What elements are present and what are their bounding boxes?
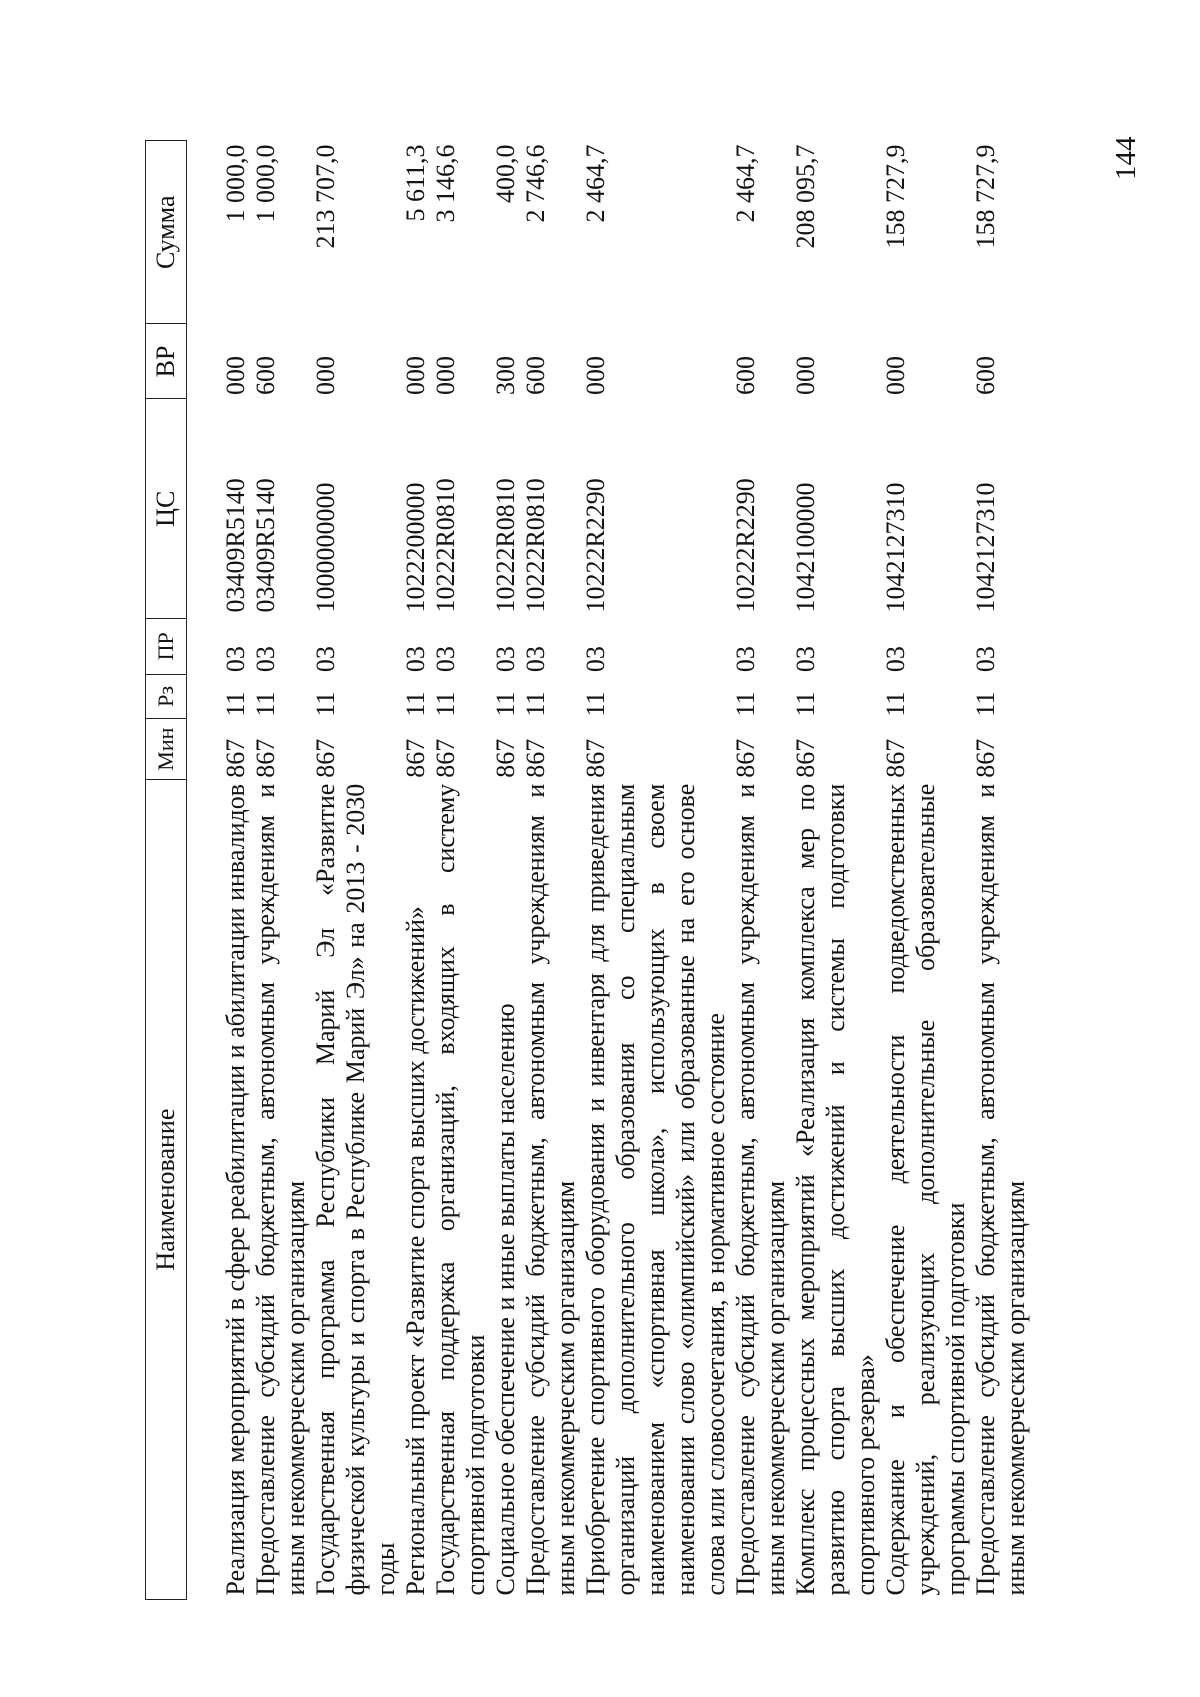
row-vr: 000 bbox=[791, 356, 820, 395]
row-pr: 03 bbox=[251, 646, 280, 673]
table-row bbox=[311, 141, 401, 1600]
header-vr: ВР bbox=[146, 324, 187, 399]
row-sum: 158 727,9 bbox=[881, 144, 910, 249]
row-min: 867 bbox=[731, 738, 760, 778]
row-sum: 213 707,0 bbox=[311, 144, 340, 249]
table-row bbox=[187, 141, 252, 1600]
row-vr: 300 bbox=[491, 356, 520, 395]
row-name: Приобретение спортивного оборудования и инвентаря для приведения организаций дополнительного образования со специальным наименованием «спортивная школа», использующих в своем наименовании слово «олимпийский» или образованные на его основе слова или словосочетания, в нормативное состояние bbox=[581, 783, 730, 1596]
header-cs: ЦС bbox=[146, 399, 187, 619]
table-row bbox=[581, 141, 731, 1600]
row-name: Предоставление субсидий бюджетным, автономным учреждениям и иным некоммерческим организациям bbox=[731, 783, 790, 1596]
row-cs: 10222R2290 bbox=[581, 478, 610, 613]
row-rz: 11 bbox=[581, 691, 610, 717]
table-row bbox=[881, 141, 971, 1600]
row-pr: 03 bbox=[521, 646, 550, 673]
row-name: Реализация мероприятий в сфере реабилитации и абилитации инвалидов bbox=[221, 783, 250, 1596]
row-pr: 03 bbox=[881, 646, 910, 673]
row-pr: 03 bbox=[401, 646, 430, 673]
row-vr: 600 bbox=[251, 356, 280, 395]
row-vr: 000 bbox=[401, 356, 430, 395]
row-cs: 1042100000 bbox=[791, 482, 820, 613]
row-vr: 000 bbox=[431, 356, 460, 395]
row-min: 867 bbox=[221, 738, 250, 778]
row-name: Предоставление субсидий бюджетным, автономным учреждениям и иным некоммерческим организациям bbox=[521, 783, 580, 1596]
row-rz: 11 bbox=[971, 691, 1000, 717]
row-cs: 10222R2290 bbox=[731, 478, 760, 613]
row-rz: 11 bbox=[521, 691, 550, 717]
row-vr: 600 bbox=[971, 356, 1000, 395]
row-min: 867 bbox=[401, 738, 430, 778]
row-pr: 03 bbox=[971, 646, 1000, 673]
row-sum: 3 146,6 bbox=[431, 144, 460, 223]
row-pr: 03 bbox=[311, 646, 340, 673]
row-min: 867 bbox=[491, 738, 520, 778]
row-cs: 10222R0810 bbox=[491, 478, 520, 613]
row-rz: 11 bbox=[491, 691, 520, 717]
table-row bbox=[521, 141, 581, 1600]
row-cs: 10222R0810 bbox=[521, 478, 550, 613]
table-body bbox=[187, 141, 1032, 1600]
row-sum: 400,0 bbox=[491, 144, 520, 203]
row-rz: 11 bbox=[221, 691, 250, 717]
row-pr: 03 bbox=[791, 646, 820, 673]
row-pr: 03 bbox=[431, 646, 460, 673]
row-vr: 600 bbox=[731, 356, 760, 395]
header-name: Наименование bbox=[146, 780, 187, 1600]
row-name: Предоставление субсидий бюджетным, автономным учреждениям и иным некоммерческим организациям bbox=[251, 783, 310, 1596]
table-row bbox=[491, 141, 521, 1600]
row-min: 867 bbox=[791, 738, 820, 778]
row-vr: 600 bbox=[521, 356, 550, 395]
row-sum: 1 000,0 bbox=[221, 144, 250, 223]
row-vr: 000 bbox=[881, 356, 910, 395]
page-number: 144 bbox=[1110, 136, 1142, 180]
row-name: Государственная поддержка организаций, входящих в систему спортивной подготовки bbox=[431, 783, 490, 1596]
header-rz: Рз bbox=[146, 674, 187, 718]
row-sum: 158 727,9 bbox=[971, 144, 1000, 249]
row-rz: 11 bbox=[731, 691, 760, 717]
table-row bbox=[431, 141, 491, 1600]
budget-table-container bbox=[145, 140, 1030, 1600]
row-cs: 1042127310 bbox=[971, 482, 1000, 613]
row-name: Региональный проект «Развитие спорта высших достижений» bbox=[401, 906, 430, 1596]
row-pr: 03 bbox=[221, 646, 250, 673]
table-row bbox=[971, 141, 1031, 1600]
row-cs: 03409R5140 bbox=[221, 478, 250, 613]
row-name: Комплекс процессных мероприятий «Реализация комплекса мер по развитию спорта высших достижений и системы подготовки спортивного резерва» bbox=[791, 783, 880, 1596]
row-sum: 2 746,6 bbox=[521, 144, 550, 223]
row-cs: 1042127310 bbox=[881, 482, 910, 613]
row-sum: 1 000,0 bbox=[251, 144, 280, 223]
table-row bbox=[791, 141, 881, 1600]
row-vr: 000 bbox=[581, 356, 610, 395]
row-cs: 1000000000 bbox=[311, 482, 340, 613]
row-rz: 11 bbox=[791, 691, 820, 717]
row-vr: 000 bbox=[221, 356, 250, 395]
row-rz: 11 bbox=[251, 691, 280, 717]
row-rz: 11 bbox=[431, 691, 460, 717]
row-vr: 000 bbox=[311, 356, 340, 395]
header-min: Мин bbox=[146, 719, 187, 780]
table-row bbox=[731, 141, 791, 1600]
header-pr: ПР bbox=[146, 619, 187, 675]
row-pr: 03 bbox=[731, 646, 760, 673]
row-cs: 1022200000 bbox=[401, 482, 430, 613]
row-cs: 10222R0810 bbox=[431, 478, 460, 613]
row-min: 867 bbox=[431, 738, 460, 778]
row-name: Социальное обеспечение и иные выплаты населению bbox=[491, 1003, 520, 1596]
row-name: Государственная программа Республики Марий Эл «Развитие физической культуры и спорта в Республике Марий Эл» на 2013 - 2030 годы bbox=[311, 783, 400, 1596]
row-name: Предоставление субсидий бюджетным, автономным учреждениям и иным некоммерческим организациям bbox=[971, 783, 1030, 1596]
table-header bbox=[146, 141, 187, 1600]
row-sum: 2 464,7 bbox=[581, 144, 610, 223]
row-cs: 03409R5140 bbox=[251, 478, 280, 613]
row-pr: 03 bbox=[491, 646, 520, 673]
row-min: 867 bbox=[311, 738, 340, 778]
row-pr: 03 bbox=[581, 646, 610, 673]
row-min: 867 bbox=[581, 738, 610, 778]
row-sum: 5 611,3 bbox=[401, 144, 430, 222]
row-sum: 2 464,7 bbox=[731, 144, 760, 223]
row-rz: 11 bbox=[881, 691, 910, 717]
budget-table bbox=[145, 140, 1031, 1600]
row-min: 867 bbox=[971, 738, 1000, 778]
row-rz: 11 bbox=[311, 691, 340, 717]
row-min: 867 bbox=[251, 738, 280, 778]
table-row bbox=[251, 141, 311, 1600]
row-name: Содержание и обеспечение деятельности подведомственных учреждений, реализующих дополнительные образовательные программы спортивной подготовки bbox=[881, 783, 970, 1596]
row-sum: 208 095,7 bbox=[791, 144, 820, 249]
row-min: 867 bbox=[881, 738, 910, 778]
row-min: 867 bbox=[521, 738, 550, 778]
table-row bbox=[401, 141, 431, 1600]
row-rz: 11 bbox=[401, 691, 430, 717]
header-sum: Сумма bbox=[146, 141, 187, 324]
